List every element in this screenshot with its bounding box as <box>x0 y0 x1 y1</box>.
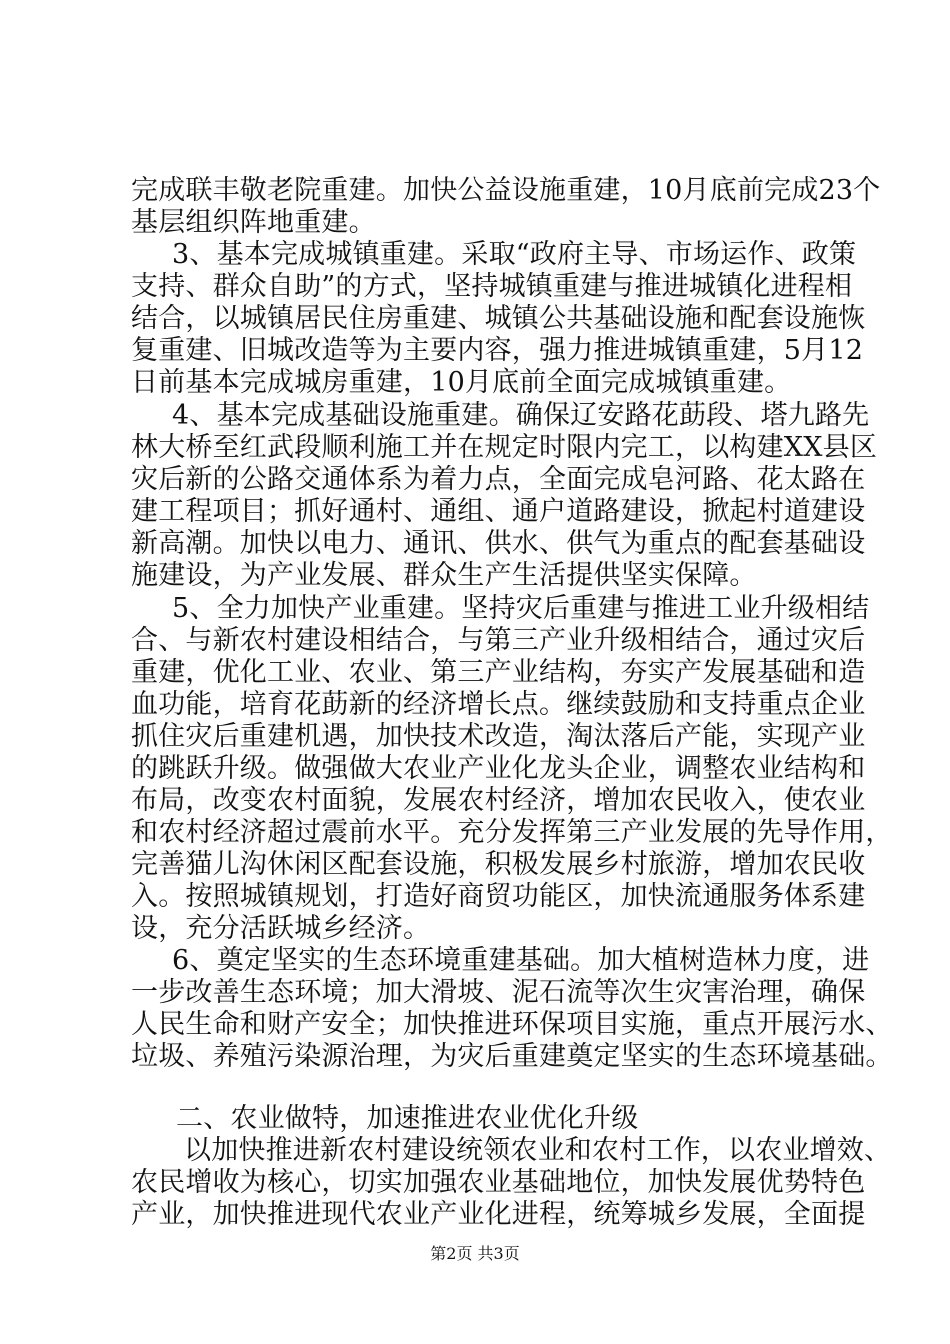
text-line: 日前基本完成城房重建，10月底前全面完成城镇重建。 <box>131 367 792 398</box>
text-line: 施建设，为产业发展、群众生产生活提供坚实保障。 <box>131 560 757 591</box>
page-number-footer: 第2页 共3页 <box>430 1244 520 1263</box>
text-line: 垃圾、养殖污染源治理，为灾后重建奠定坚实的生态环境基础。 <box>131 1041 893 1072</box>
text-line: 一步改善生态环境；加大滑坡、泥石流等次生灾害治理，确保 <box>131 977 866 1008</box>
text-line: 建工程项目；抓好通村、通组、通户道路建设，掀起村道建设 <box>131 496 866 527</box>
section-heading: 二、农业做特，加速推进农业优化升级 <box>176 1103 639 1134</box>
text-line: 重建，优化工业、农业、第三产业结构，夯实产发展基础和造 <box>131 657 866 688</box>
text-line: 5、全力加快产业重建。坚持灾后重建与推进工业升级相结 <box>172 593 870 624</box>
text-line: 支持、群众自助”的方式，坚持城镇重建与推进城镇化进程相 <box>131 271 853 302</box>
text-line: 完善猫儿沟休闲区配套设施，积极发展乡村旅游，增加农民收 <box>131 849 866 880</box>
text-line: 布局，改变农村面貌，发展农村经济，增加农民收入，使农业 <box>131 785 866 816</box>
text-line: 合、与新农村建设相结合，与第三产业升级相结合，通过灾后 <box>131 625 866 656</box>
text-line: 和农村经济超过震前水平。充分发挥第三产业发展的先导作用， <box>131 817 893 848</box>
text-line: 产业，加快推进现代农业产业化进程，统筹城乡发展，全面提 <box>131 1199 866 1230</box>
text-line: 复重建、旧城改造等为主要内容，强力推进城镇重建，5月12 <box>131 335 864 366</box>
text-line: 3、基本完成城镇重建。采取“政府主导、市场运作、政策 <box>172 239 857 270</box>
text-line: 6、奠定坚实的生态环境重建基础。加大植树造林力度，进 <box>172 945 870 976</box>
text-line: 血功能，培育花莇新的经济增长点。继续鼓励和支持重点企业 <box>131 689 866 720</box>
text-line: 抓住灾后重建机遇，加快技术改造，淘汰落后产能，实现产业 <box>131 721 866 752</box>
text-line: 林大桥至红武段顺利施工并在规定时限内完工，以构建XX县区 <box>131 432 878 463</box>
text-line: 设，充分活跃城乡经济。 <box>131 913 431 944</box>
text-line: 农民增收为核心，切实加强农业基础地位，加快发展优势特色 <box>131 1167 866 1198</box>
text-line: 新高潮。加快以电力、通讯、供水、供气为重点的配套基础设 <box>131 528 866 559</box>
text-line: 的跳跃升级。做强做大农业产业化龙头企业，调整农业结构和 <box>131 753 866 784</box>
text-line: 入。按照城镇规划，打造好商贸功能区，加快流通服务体系建 <box>131 881 866 912</box>
text-line: 人民生命和财产安全；加快推进环保项目实施，重点开展污水、 <box>131 1009 893 1040</box>
text-line: 完成联丰敬老院重建。加快公益设施重建，10月底前完成23个 <box>131 175 881 206</box>
text-line: 基层组织阵地重建。 <box>131 207 376 238</box>
text-line: 4、基本完成基础设施重建。确保辽安路花莇段、塔九路先 <box>172 400 870 431</box>
text-line: 结合，以城镇居民住房重建、城镇公共基础设施和配套设施恢 <box>131 303 866 334</box>
text-line: 灾后新的公路交通体系为着力点，全面完成皂河路、花太路在 <box>131 464 866 495</box>
text-line: 以加快推进新农村建设统领农业和农村工作，以农业增效、 <box>184 1135 892 1166</box>
